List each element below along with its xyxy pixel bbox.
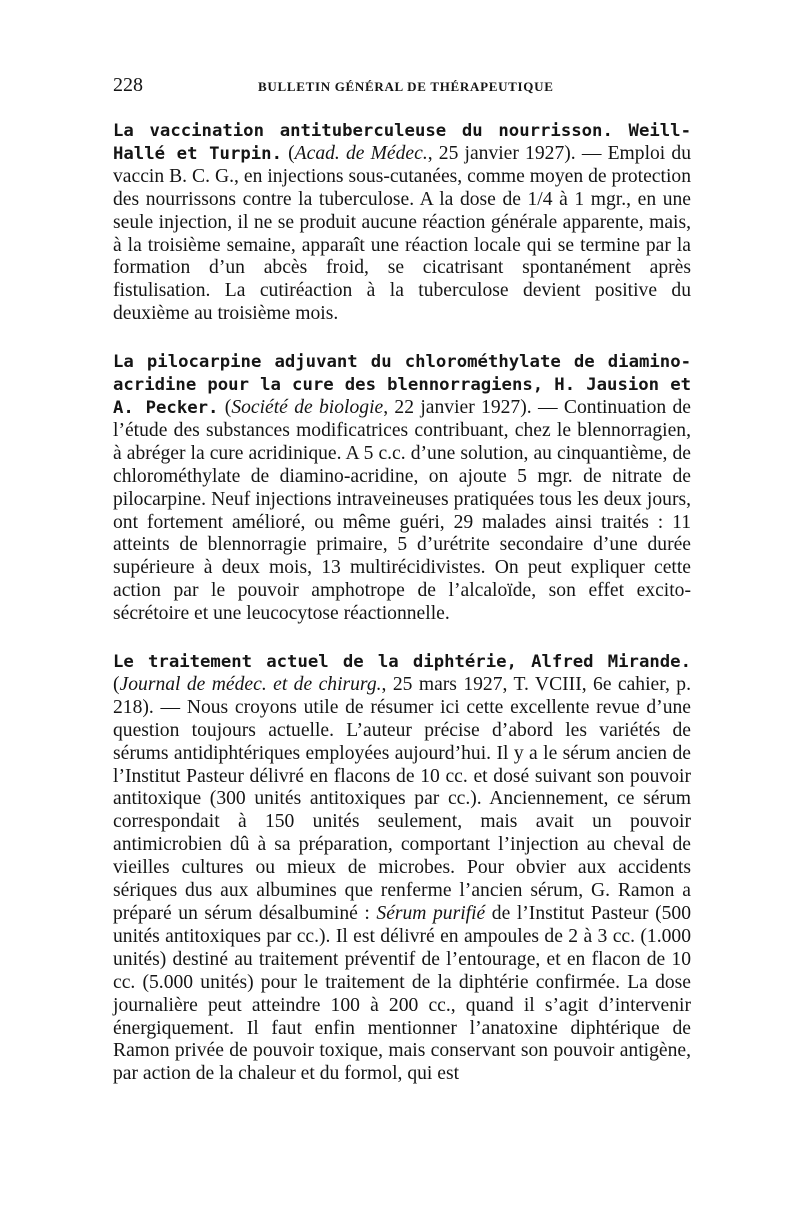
- article-title: La vaccination antituberculeuse du nourrisson. Weill-Hallé et Turpin.: [113, 121, 691, 164]
- article-body: — Nous croyons utile de résumer ici cette excellente revue d’une question toujours actuelle. L’auteur précise d’abord les variétés de sérums antidiphtériques employées aujourd’hui. Il y a le sérum ancien de l’Institut Pasteur délivré en flacons de 10 cc. et dosé suivant son pouvoir antitoxique (300 unités antitoxiques par cc.). Anciennement, ce sérum correspondait à 150 unités seulement, mais avait un pouvoir antimicrobien dû à sa préparation, comportant l’injection au cheval de vieilles cultures ou mieux de microbes. Pour obvier aux accidents sériques dus aux albumines que renferme l’ancien sérum, G. Ramon a préparé un sérum désalbuminé :: [113, 696, 691, 924]
- article-source-details: , 25 mars 1927, T. VCIII, 6e cahier, p. 218).: [113, 673, 691, 718]
- article-column: [113, 120, 691, 1086]
- article-source: Société de biologie: [231, 396, 384, 418]
- article-pilocarpine: [113, 351, 691, 626]
- article-body-continued: de l’Institut Pasteur (500 unités antitoxiques par cc.). Il est délivré en ampoules de 2 à 3 cc. (1.000 unités) destiné au traitement préventif de l’entourage, et en flacon de 10 cc. (5.000 unités) pour le traitement de la diphtérie confirmée. La dose journalière peut atteindre 100 à 200 cc., quand il s’agit d’intervenir énergiquement. Il faut enfin mentionner l’anatoxine diphtérique de Ramon privée de pouvoir toxique, mais conservant son pouvoir antigène, par action de la chaleur et du formol, qui est: [113, 903, 691, 1085]
- article-emphasis: Sérum purifié: [376, 903, 486, 924]
- article-source-details: , 22 janvier 1927).: [383, 396, 532, 418]
- article-body: — Emploi du vaccin B. C. G., en injections sous-cutanées, comme moyen de protection des nourrissons contre la tuberculose. A la dose de 1/4 à 1 mgr., en une seule injection, il ne se produit aucune réaction générale apparente, mais, à la troisième semaine, apparaît une réaction locale qui se termine par la formation d’un abcès froid, se cicatrisant spontanément après fistulisation. La cutiréaction à la tuberculose devient positive du deuxième au troisième mois.: [113, 142, 691, 325]
- source-open: (: [113, 673, 120, 695]
- source-open: (: [224, 396, 232, 418]
- article-source: Journal de médec. et de chirurg.: [119, 673, 382, 695]
- article-body: — Continuation de l’étude des substances modificatrices contribuant, chez le blennorragien, à abréger la cure acridinique. A 5 c.c. d’une solution, au cinquantième, de chlorométhylate de diamino-acridine, on ajoute 5 mgr. de nitrate de pilocarpine. Neuf injections intraveineuses pratiquées tous les deux jours, ont fortement amélioré, ou même guéri, 29 malades ainsi traités : 11 atteints de blennorragie primaire, 5 d’urétrite secondaire d’une durée supérieure à deux mois, 13 multirécidivistes. On peut expliquer cette action par le pouvoir amphotrope de l’alcaloïde, son effet excito-sécrétoire et une leucocytose réactionnelle.: [113, 396, 691, 625]
- source-open: (: [288, 142, 295, 164]
- article-vaccination: [113, 120, 691, 326]
- journal-title: BULLETIN GÉNÉRAL DE THÉRAPEUTIQUE: [258, 79, 554, 94]
- article-diphtheria: [113, 651, 691, 1086]
- article-title: Le traitement actuel de la diphtérie, Alfred Mirande.: [113, 652, 691, 673]
- page-number: 228: [113, 74, 143, 96]
- article-source: Acad. de Médec.: [294, 142, 428, 164]
- article-title: La pilocarpine adjuvant du chlorométhylate de diamino-acridine pour la cure des blennorragiens, H. Jausion et A. Pecker.: [113, 352, 691, 418]
- running-head: [113, 74, 691, 98]
- article-source-details: , 25 janvier 1927).: [427, 142, 576, 164]
